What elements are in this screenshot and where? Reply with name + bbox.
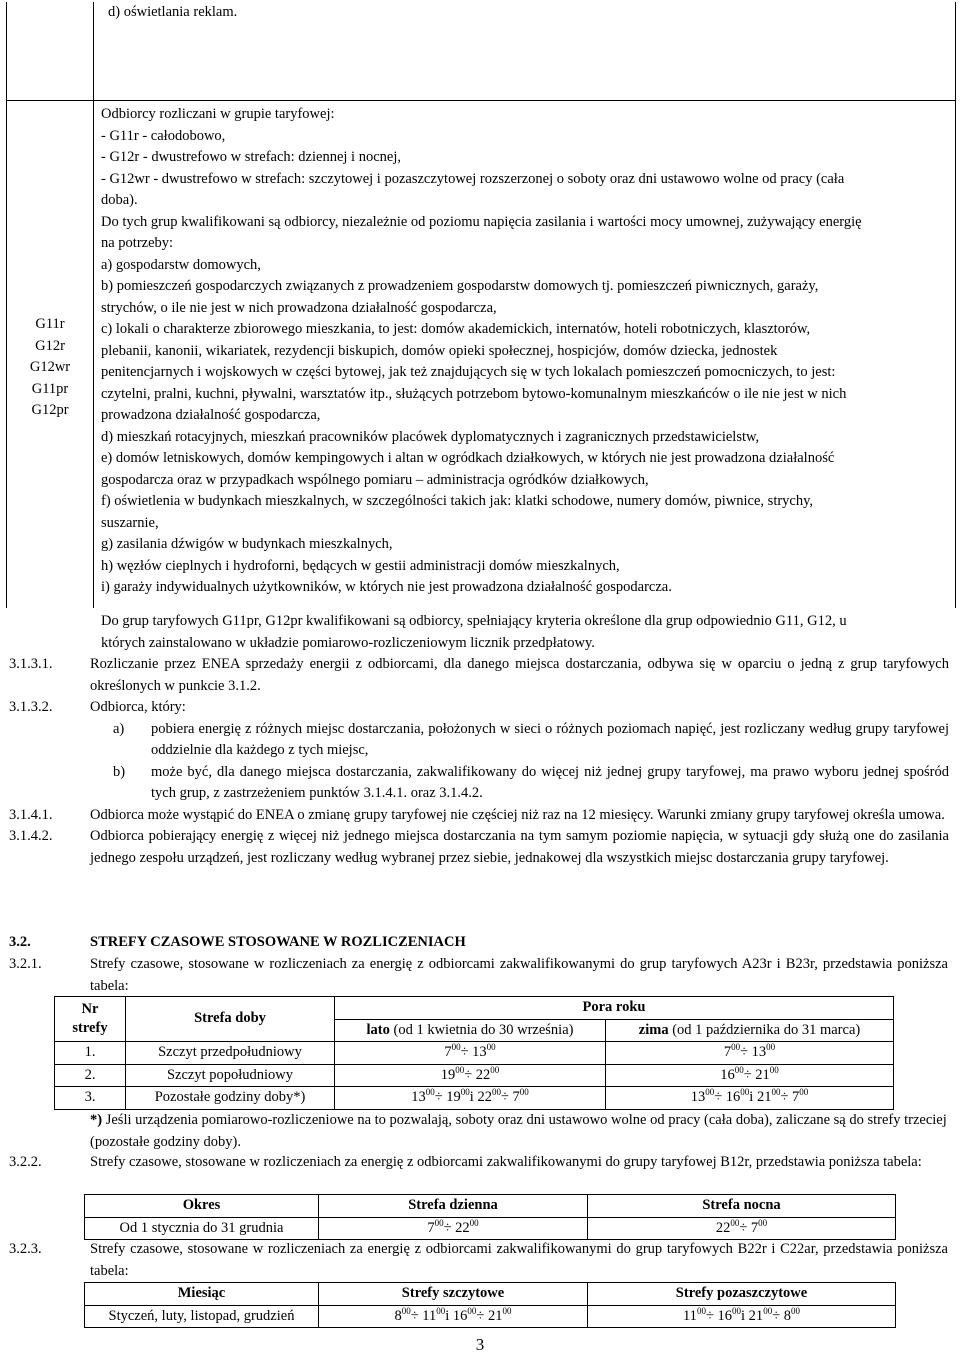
time-minutes: 00 — [740, 1087, 750, 1097]
section-text: pobiera energię z różnych miejsc dostarczania, położonych w sieci o różnych poziomach napięć, jest rozliczany według grupy taryfowej oddzielnie dla każdego z tych miejsc, — [151, 720, 949, 758]
heading-title: STREFY CZASOWE STOSOWANE W ROZLICZENIACH — [90, 934, 466, 950]
desc-line: suszarnie, — [101, 514, 159, 531]
time-value: ÷ 19 — [434, 1089, 461, 1105]
time-minutes: 00 — [455, 1064, 465, 1075]
time-minutes: 00 — [425, 1087, 435, 1097]
time-minutes: 00 — [491, 1087, 501, 1097]
group-code: G11pr — [31, 380, 69, 397]
table-row — [55, 1087, 894, 1110]
time-minutes: 00 — [434, 1217, 444, 1228]
top-item: d) oświetlania reklam. — [108, 4, 238, 20]
t2-header-okres: Okres — [85, 1195, 319, 1218]
section-text: Rozliczanie przez ENEA sprzedaży energii z odbiorcami, dla danego miejsca dostarczania, odbywa się w oparciu o jedną z grup taryfowych określonych w punkcie 3.1.2. — [90, 656, 949, 694]
desc-line: a) gospodarstw domowych, — [101, 256, 261, 273]
t1-zima — [606, 1087, 894, 1110]
section-row — [9, 762, 949, 805]
t1-footnote: *) Jeśli urządzenia pomiarowo-rozliczeniowe na to pozwalają, soboty oraz dni ustawowo wolne od pracy (cała doba), zaliczane są do strefy trzeciej (pozostałe godziny doby). — [90, 1112, 947, 1150]
time-minutes: 00 — [486, 1042, 496, 1052]
desc-line: - G12wr - dwustrefowo w strefach: szczytowej i pozaszczytowej rozszerzonej o soboty oraz dni ustawowo wolne od pracy (cała — [101, 170, 845, 187]
t1-nr: 2. — [55, 1064, 126, 1087]
t1-header-zone: Strefa doby — [126, 997, 335, 1042]
t1-zone: Szczyt popołudniowy — [126, 1064, 335, 1087]
desc-line: czytelni, pralni, kuchni, pływalni, warsztatów itp., służących potrzebom bytowo-komunalnym mieszkańców o ile nie jest w nich — [101, 385, 847, 402]
time-minutes: 00 — [771, 1087, 781, 1097]
time-value: i 21 — [741, 1307, 764, 1324]
desc-line: doba). — [101, 192, 138, 208]
group-codes — [10, 314, 90, 422]
time-minutes: 00 — [734, 1064, 744, 1075]
section-text-323: Strefy czasowe, stosowane w rozliczeniach za energię z odbiorcami zakwalifikowanymi do grup taryfowych B22r i C22ar, przedstawia poniższa tabela: — [90, 1241, 948, 1279]
t1-header-lato: lato (od 1 kwietnia do 30 września) — [335, 1019, 606, 1042]
desc-line: penitencjarnych i wojskowych w części bytowej, jak też znajdujących się w tych lokalach pomieszczeń pomocniczych, to jest: — [101, 364, 836, 380]
section-number: b) — [113, 763, 126, 780]
t2-nocna — [588, 1217, 896, 1240]
table-border-right — [955, 2, 956, 608]
time-value: ÷ 11 — [410, 1307, 437, 1324]
desc-line: f) oświetlenia w budynkach mieszkalnych, w szczególności takich jak: klatki schodowe, numery domów, piwnice, strychy, — [101, 493, 814, 509]
time-value: 13 — [690, 1089, 706, 1105]
section-number-322: 3.2.2. — [9, 1154, 42, 1170]
prepaid-line: których zainstalowano w układzie pomiarowo-rozliczeniowym licznik przedpłatowy. — [101, 634, 595, 651]
heading-number: 3.2. — [9, 934, 31, 950]
prepaid-note — [101, 611, 951, 654]
time-minutes: 00 — [519, 1087, 529, 1097]
section-number-323: 3.2.3. — [9, 1241, 42, 1257]
section-text: Odbiorca pobierający energię z więcej niż jednego miejsca dostarczania na tym samym poziomie napięcia, w sytuacji gdy służą one do zasilania jednego zespołu urządzeń, jest rozliczany według wybranej przez siebie, jednakowej dla wszystkich miejsc dostarczania grupy taryfowej. — [90, 828, 949, 866]
section-row — [9, 697, 949, 719]
desc-line: - G12r - dwustrefowo w strefach: dziennej i nocnej, — [101, 149, 401, 165]
desc-line: prowadzona działalność gospodarcza, — [101, 407, 321, 423]
table-row — [55, 1042, 894, 1065]
time-minutes: 00 — [469, 1217, 479, 1228]
time-minutes: 00 — [763, 1305, 773, 1316]
section-number-321: 3.2.1. — [9, 956, 42, 972]
section-text-321: Strefy czasowe, stosowane w rozliczeniach za energię z odbiorcami zakwalifikowanymi do grup taryfowych A23r i B23r, przedstawia poniższa tabela: — [90, 956, 948, 994]
table-row-divider — [6, 100, 956, 101]
desc-line: i) garaży indywidualnych użytkowników, w których nie jest prowadzona działalność gospodarcza. — [101, 579, 672, 595]
time-value: i 21 — [749, 1089, 772, 1105]
group-code: G12pr — [31, 402, 69, 418]
time-minutes: 00 — [490, 1064, 500, 1075]
t1-zone: Szczyt przedpołudniowy — [126, 1042, 335, 1065]
zones-table-a23r — [54, 996, 894, 1110]
desc-line: c) lokali o charakterze zbiorowego mieszkania, to jest: domów akademickich, internatów, hoteli robotniczych, klasztorów, — [101, 321, 811, 337]
group-code: G12r — [35, 337, 65, 354]
time-minutes: 00 — [758, 1217, 768, 1228]
desc-line: b) pomieszczeń gospodarczych związanych z prowadzeniem gospodarstw domowych tj. pomieszczeń piwnicznych, garaży, — [101, 278, 819, 294]
section-number: 3.1.3.1. — [9, 656, 53, 672]
section-text: Odbiorca, który: — [90, 699, 186, 715]
time-minutes: 00 — [696, 1305, 706, 1316]
t1-lato — [335, 1087, 606, 1110]
desc-line: g) zasilania dźwigów w budynkach mieszkalnych, — [101, 536, 393, 552]
time-value: 7 — [444, 1044, 452, 1060]
time-value: ÷ 22 — [443, 1219, 470, 1236]
time-value: ÷ 16 — [705, 1307, 733, 1324]
t2-dzienna — [319, 1217, 588, 1240]
desc-line: gospodarcza oraz w przypadkach wspólnego pomiaru – administracja ogródków działkowych, — [101, 471, 649, 488]
t1-zima — [606, 1064, 894, 1087]
t1-nr: 1. — [55, 1042, 126, 1065]
time-value: ÷ 13 — [740, 1044, 767, 1060]
time-value: 7 — [723, 1044, 732, 1060]
t3-header-szczytowe: Strefy szczytowe — [319, 1283, 588, 1306]
section-number: a) — [113, 720, 125, 737]
time-minutes: 00 — [732, 1305, 742, 1316]
t1-nr: 3. — [55, 1087, 126, 1110]
time-value: ÷ 16 — [714, 1089, 741, 1105]
time-value: 7 — [427, 1219, 435, 1236]
desc-line: strychów, o ile nie jest w nich prowadzona działalność gospodarcza, — [101, 299, 497, 316]
t2-header-dzienna: Strefa dzienna — [319, 1195, 588, 1218]
t1-lato — [335, 1064, 606, 1087]
desc-line: plebanii, kanonii, wikariatek, rezydencji biskupich, domów opieki społecznej, hospicjów, domów dziecka, jednostek — [101, 342, 778, 359]
time-value: 13 — [411, 1089, 426, 1105]
section-number: 3.1.4.1. — [9, 806, 53, 823]
section-row — [9, 805, 949, 827]
t3-header-pozaszczytowe: Strefy pozaszczytowe — [588, 1283, 896, 1306]
t1-zima — [606, 1042, 894, 1065]
time-minutes: 00 — [451, 1042, 461, 1052]
t2-okres: Od 1 stycznia do 31 grudnia — [85, 1217, 319, 1240]
table-border-mid — [93, 2, 94, 608]
prepaid-line: Do grup taryfowych G11pr, G12pr kwalifikowani są odbiorcy, spełniający kryteria określone dla grup odpowiednio G11, G12, u — [101, 613, 847, 629]
group-code: G12wr — [29, 359, 71, 375]
time-minutes: 00 — [730, 1217, 740, 1228]
section-text: Odbiorca może wystąpić do ENEA o zmianę grupy taryfowej nie częściej niż raz na 12 miesięcy. Warunki zmiany grupy taryfowej określa umowa. — [90, 806, 945, 823]
t1-header-zima: zima (od 1 października do 31 marca) — [606, 1019, 894, 1042]
table-border-left — [6, 2, 7, 608]
section-text: może być, dla danego miejsca dostarczania, zakwalifikowany do więcej niż jednej grupy taryfowej, ma prawo wyboru jednej spośród tych grup, z zastrzeżeniem punktów 3.1.4.1. oraz 3.1.4.2. — [151, 763, 949, 801]
time-value: ÷ 8 — [772, 1307, 792, 1324]
time-value: 22 — [715, 1219, 731, 1236]
time-value: ÷ 22 — [464, 1066, 491, 1083]
desc-line: - G11r - całodobowo, — [101, 127, 226, 144]
time-minutes: 00 — [502, 1305, 512, 1316]
time-value: ÷ 7 — [780, 1089, 800, 1105]
time-value: i 22 — [469, 1089, 492, 1105]
t1-zone: Pozostałe godziny doby*) — [126, 1087, 335, 1110]
time-value: ÷ 7 — [739, 1219, 759, 1236]
section-number: 3.1.4.2. — [9, 828, 53, 844]
time-minutes: 00 — [467, 1305, 477, 1316]
group-code: G11r — [35, 316, 65, 332]
time-value: ÷ 21 — [743, 1066, 770, 1083]
t2-header-nocna: Strefa nocna — [588, 1195, 896, 1218]
time-minutes: 00 — [401, 1305, 411, 1316]
desc-line: d) mieszkań rotacyjnych, mieszkań pracowników placówek dyplomatycznych i zagranicznych przedstawicielstw, — [101, 428, 760, 445]
time-value: i 16 — [445, 1307, 468, 1324]
desc-line: Odbiorcy rozliczani w grupie taryfowej: — [101, 106, 335, 122]
time-value: 19 — [440, 1066, 456, 1083]
t1-header-pora: Pora roku — [335, 997, 894, 1020]
time-minutes: 00 — [731, 1042, 741, 1052]
section-row — [9, 826, 949, 869]
section-row — [9, 654, 949, 697]
time-minutes: 00 — [766, 1042, 776, 1052]
desc-line: na potrzeby: — [101, 235, 174, 251]
zones-table-b12r — [84, 1194, 896, 1240]
time-minutes: 00 — [460, 1087, 470, 1097]
time-minutes: 00 — [791, 1305, 801, 1316]
section-number: 3.1.3.2. — [9, 699, 53, 715]
time-minutes: 00 — [799, 1087, 809, 1097]
t1-lato — [335, 1042, 606, 1065]
t3-header-miesiac: Miesiąc — [85, 1283, 319, 1306]
section-row — [9, 719, 949, 762]
time-value: 8 — [394, 1307, 402, 1324]
sections — [9, 654, 949, 869]
desc-line: h) węzłów cieplnych i hydroforni, będących w gestii administracji domów mieszkalnych, — [101, 557, 620, 574]
time-value: ÷ 7 — [500, 1089, 520, 1105]
t1-header-nr: Nr strefy — [55, 997, 126, 1042]
time-minutes: 00 — [769, 1064, 779, 1075]
time-value: ÷ 13 — [460, 1044, 487, 1060]
time-value: 11 — [682, 1307, 697, 1324]
section-text-322: Strefy czasowe, stosowane w rozliczeniach za energię z odbiorcami zakwalifikowanymi do grupy taryfowej B12r, przedstawia poniższa tabela: — [90, 1154, 922, 1170]
desc-line: e) domów letniskowych, domów kempingowych i altan w ogródkach działkowych, w których nie jest prowadzona działalność — [101, 450, 835, 466]
t3-miesiac: Styczeń, luty, listopad, grudzień — [85, 1305, 319, 1328]
time-minutes: 00 — [436, 1305, 446, 1316]
table-row — [55, 1064, 894, 1087]
time-minutes: 00 — [705, 1087, 715, 1097]
time-value: ÷ 21 — [476, 1307, 503, 1324]
desc-line: Do tych grup kwalifikowani są odbiorcy, niezależnie od poziomu napięcia zasilania i wartości mocy umownej, zużywający energię — [101, 213, 862, 230]
t3-pozaszczytowe — [588, 1305, 896, 1328]
group-description — [101, 104, 951, 599]
t3-szczytowe — [319, 1305, 588, 1328]
zones-table-b22r — [84, 1282, 896, 1328]
page-number: 3 — [475, 1335, 485, 1354]
time-value: 16 — [720, 1066, 735, 1083]
